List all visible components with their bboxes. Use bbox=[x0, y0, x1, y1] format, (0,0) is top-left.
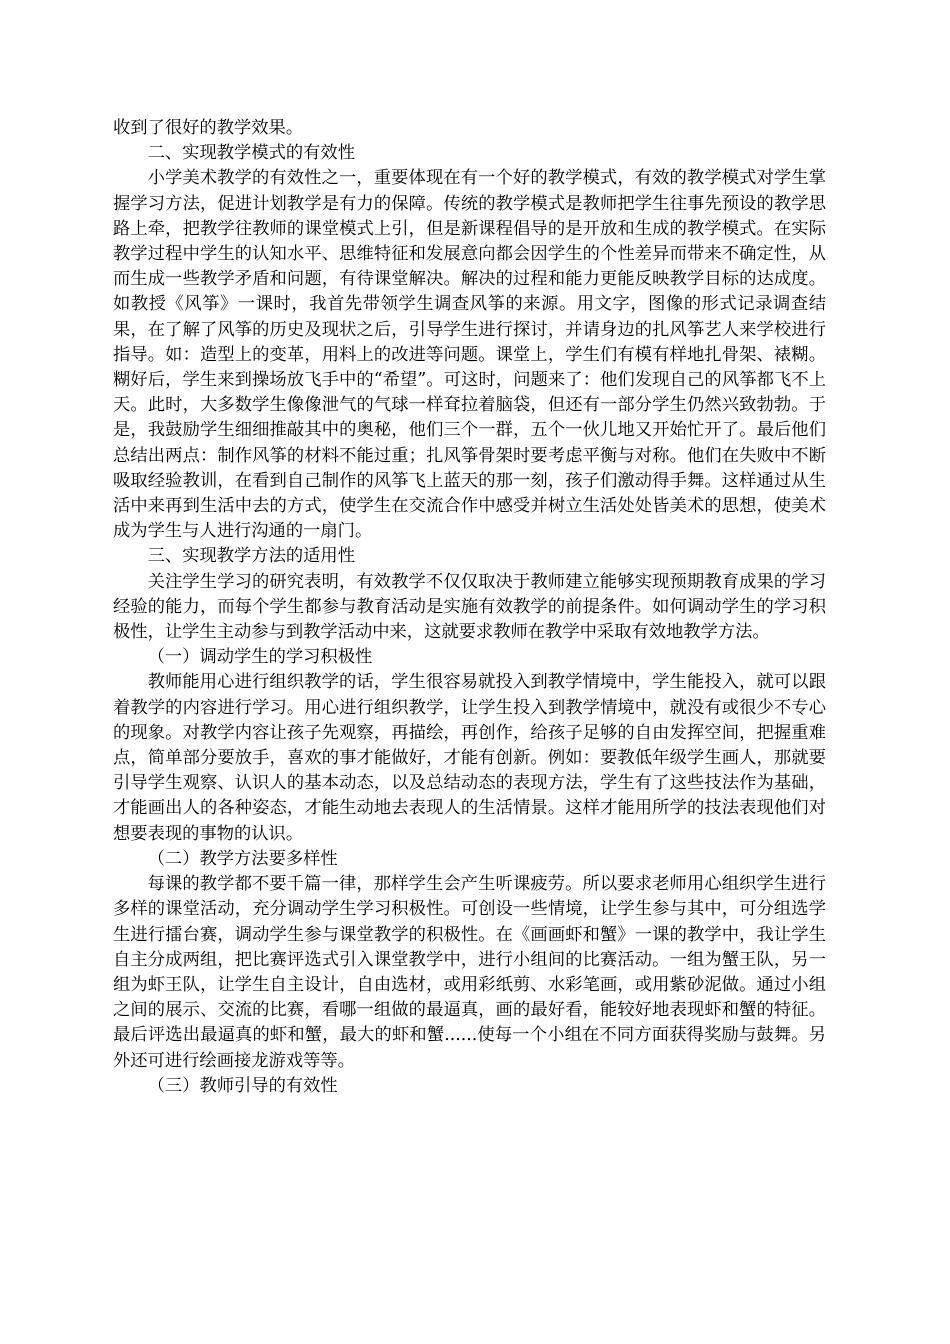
subsection-heading-guidance: （三）教师引导的有效性 bbox=[147, 1075, 338, 1096]
subsection-heading-motivation: （一）调动学生的学习积极性 bbox=[147, 647, 373, 668]
paragraph-teaching-mode: 小学美术教学的有效性之一，重要体现在有一个好的教学模式，有效的教学模式对学生掌握学习方法，促进计划教学是有力的保障。传统的教学模式是教师把学生往事先预设的教学思路上牵，把教学往教师的课堂模式上引，但是新课程倡导的是开放和生成的教学模式。在实际教学过程中学生的认知水平、思维特征和发展意向都会因学生的个性差异而带来不确定性，从而生成一些教学矛盾和问题，有待课堂解决。解决的过程和能力更能反映教学目标的达成度。如教授《风筝》一课时，我首先带领学生调查风筝的来源。用文字，图像的形式记录调查结果，在了解了风筝的历史及现状之后，引导学生进行探讨，并请身边的扎风筝艺人来学校进行指导。如：造型上的变革，用料上的改进等问题。课堂上，学生们有模有样地扎骨架、裱糊。糊好后，学生来到操场放飞手中的“希望”。可这时，问题来了：他们发现自己的风筝都飞不上天。此时，大多数学生像像泄气的气球一样耷拉着脑袋，但还有一部分学生仍然兴致勃勃。于是，我鼓励学生细细推敲其中的奥秘，他们三个一群，五个一伙儿地又开始忙开了。最后他们总结出两点：制作风筝的材料不能过重；扎风筝骨架时要考虑平衡与对称。他们在失败中不断吸取经验教训，在看到自己制作的风筝飞上蓝天的那一刻，孩子们激动得手舞。这样通过从生活中来再到生活中去的方式，使学生在交流合作中感受并树立生活处处皆美术的思想，使美术成为学生与人进行沟通的一扇门。 bbox=[113, 168, 826, 542]
section-heading-teaching-mode: 二、实现教学模式的有效性 bbox=[147, 143, 355, 164]
subsection-heading-diversity: （二）教学方法要多样性 bbox=[147, 848, 338, 869]
paragraph-motivation: 教师能用心进行组织教学的话，学生很容易就投入到教学情境中，学生能投入，就可以跟着教学的内容进行学习。用心进行组织教学，让学生投入到教学情境中，就没有或很少不专心的现象。对教学内容让孩子先观察，再描绘，再创作，给孩子足够的自由发挥空间，把握重难点，简单部分要放手，喜欢的事才能做好，才能有创新。例如：要教低年级学生画人，那就要引导学生观察、认识人的基本动态，以及总结动态的表现方法，学生有了这些技法作为基础，才能画出人的各种姿态，才能生动地去表现人的生活情景。这样才能用所学的技法表现他们对想要表现的事物的认识。 bbox=[113, 672, 826, 844]
paragraph-teaching-method: 关注学生学习的研究表明，有效教学不仅仅取决于教师建立能够实现预期教育成果的学习经验的能力，而每个学生都参与教育活动是实施有效教学的前提条件。如何调动学生的学习积极性，让学生主动参与到教学活动中来，这就要求教师在教学中采取有效地教学方法。 bbox=[113, 571, 826, 643]
paragraph-diversity: 每课的教学都不要千篇一律，那样学生会产生听课疲劳。所以要求老师用心组织学生进行多样的课堂活动，充分调动学生学习积极性。可创设一些情境，让学生参与其中，可分组选学生进行擂台赛，调动学生参与课堂教学的积极性。在《画画虾和蟹》一课的教学中，我让学生自主分成两组，把比赛评选式引入课堂教学中，进行小组间的比赛活动。一组为蟹王队，另一组为虾王队，让学生自主设计，自由选材，或用彩纸剪、水彩笔画，或用紫砂泥做。通过小组之间的展示、交流的比赛，看哪一组做的最逼真，画的最好看，能较好地表现虾和蟹的特征。最后评选出最逼真的虾和蟹，最大的虾和蟹......使每一个小组在不同方面获得奖励与鼓舞。另外还可进行绘画接龙游戏等等。 bbox=[113, 874, 826, 1071]
section-heading-teaching-method: 三、实现教学方法的适用性 bbox=[147, 546, 355, 567]
paragraph-intro-end: 收到了很好的教学效果。 bbox=[113, 118, 304, 138]
document-page bbox=[113, 116, 826, 1099]
